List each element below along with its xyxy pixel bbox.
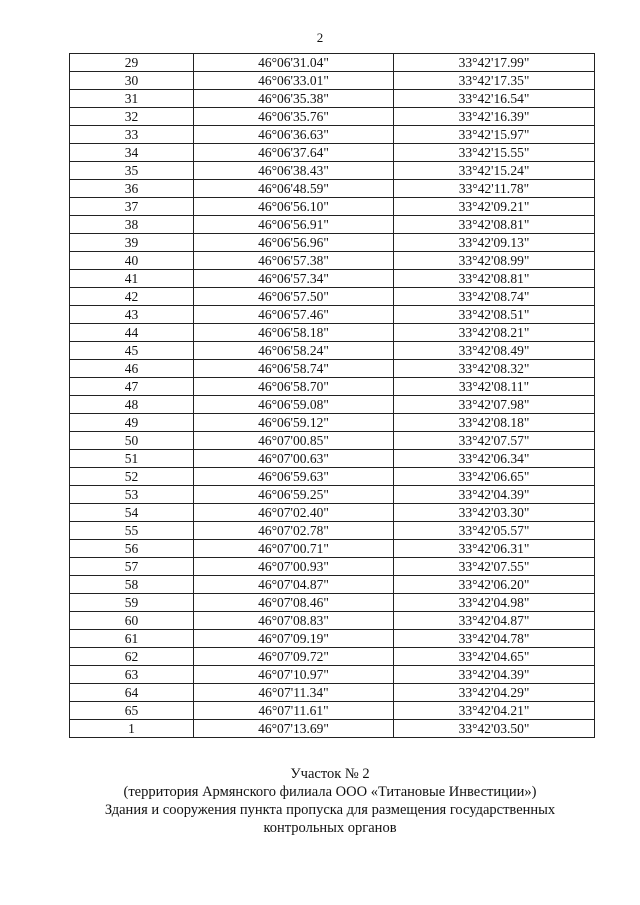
latitude-cell: 46°06'31.04" bbox=[194, 54, 394, 72]
table-row bbox=[70, 432, 595, 450]
table-row bbox=[70, 108, 595, 126]
longitude-cell: 33°42'06.65" bbox=[394, 468, 595, 486]
page-number: 2 bbox=[316, 30, 324, 45]
point-number-cell: 63 bbox=[70, 666, 194, 684]
latitude-cell: 46°06'35.38" bbox=[194, 90, 394, 108]
point-number-cell: 44 bbox=[70, 324, 194, 342]
latitude-cell: 46°06'35.76" bbox=[194, 108, 394, 126]
point-number-cell: 45 bbox=[70, 342, 194, 360]
latitude-cell: 46°07'00.71" bbox=[194, 540, 394, 558]
point-number-cell: 29 bbox=[70, 54, 194, 72]
table-row bbox=[70, 378, 595, 396]
table-row bbox=[70, 360, 595, 378]
longitude-cell: 33°42'04.98" bbox=[394, 594, 595, 612]
longitude-cell: 33°42'17.35" bbox=[394, 72, 595, 90]
latitude-cell: 46°06'38.43" bbox=[194, 162, 394, 180]
table-row bbox=[70, 324, 595, 342]
latitude-cell: 46°06'59.63" bbox=[194, 468, 394, 486]
longitude-cell: 33°42'16.54" bbox=[394, 90, 595, 108]
latitude-cell: 46°06'57.50" bbox=[194, 288, 394, 306]
table-row bbox=[70, 612, 595, 630]
table-row bbox=[70, 54, 595, 72]
table-row bbox=[70, 288, 595, 306]
point-number-cell: 53 bbox=[70, 486, 194, 504]
longitude-cell: 33°42'06.34" bbox=[394, 450, 595, 468]
latitude-cell: 46°06'48.59" bbox=[194, 180, 394, 198]
longitude-cell: 33°42'04.21" bbox=[394, 702, 595, 720]
point-number-cell: 55 bbox=[70, 522, 194, 540]
longitude-cell: 33°42'08.21" bbox=[394, 324, 595, 342]
table-row bbox=[70, 342, 595, 360]
latitude-cell: 46°06'58.74" bbox=[194, 360, 394, 378]
table-row bbox=[70, 72, 595, 90]
latitude-cell: 46°06'36.63" bbox=[194, 126, 394, 144]
point-number-cell: 59 bbox=[70, 594, 194, 612]
latitude-cell: 46°07'04.87" bbox=[194, 576, 394, 594]
caption-territory: (территория Армянского филиала ООО «Титановые Инвестиции») bbox=[123, 784, 537, 800]
latitude-cell: 46°06'56.10" bbox=[194, 198, 394, 216]
longitude-cell: 33°42'15.97" bbox=[394, 126, 595, 144]
point-number-cell: 65 bbox=[70, 702, 194, 720]
table-row bbox=[70, 252, 595, 270]
table-row bbox=[70, 180, 595, 198]
table-row bbox=[70, 198, 595, 216]
longitude-cell: 33°42'16.39" bbox=[394, 108, 595, 126]
section-caption bbox=[40, 765, 620, 837]
point-number-cell: 42 bbox=[70, 288, 194, 306]
latitude-cell: 46°07'02.78" bbox=[194, 522, 394, 540]
latitude-cell: 46°07'00.93" bbox=[194, 558, 394, 576]
table-row bbox=[70, 504, 595, 522]
latitude-cell: 46°07'08.83" bbox=[194, 612, 394, 630]
table-row bbox=[70, 522, 595, 540]
longitude-cell: 33°42'08.99" bbox=[394, 252, 595, 270]
point-number-cell: 46 bbox=[70, 360, 194, 378]
longitude-cell: 33°42'04.87" bbox=[394, 612, 595, 630]
point-number-cell: 49 bbox=[70, 414, 194, 432]
latitude-cell: 46°06'59.25" bbox=[194, 486, 394, 504]
point-number-cell: 62 bbox=[70, 648, 194, 666]
longitude-cell: 33°42'04.39" bbox=[394, 486, 595, 504]
point-number-cell: 34 bbox=[70, 144, 194, 162]
table-row bbox=[70, 306, 595, 324]
latitude-cell: 46°06'57.38" bbox=[194, 252, 394, 270]
longitude-cell: 33°42'03.50" bbox=[394, 720, 595, 738]
point-number-cell: 61 bbox=[70, 630, 194, 648]
table-row bbox=[70, 450, 595, 468]
point-number-cell: 51 bbox=[70, 450, 194, 468]
point-number-cell: 32 bbox=[70, 108, 194, 126]
point-number-cell: 38 bbox=[70, 216, 194, 234]
table-row bbox=[70, 702, 595, 720]
point-number-cell: 30 bbox=[70, 72, 194, 90]
point-number-cell: 1 bbox=[70, 720, 194, 738]
latitude-cell: 46°06'33.01" bbox=[194, 72, 394, 90]
latitude-cell: 46°07'09.72" bbox=[194, 648, 394, 666]
longitude-cell: 33°42'04.65" bbox=[394, 648, 595, 666]
table-row bbox=[70, 558, 595, 576]
longitude-cell: 33°42'06.20" bbox=[394, 576, 595, 594]
table-row bbox=[70, 90, 595, 108]
longitude-cell: 33°42'03.30" bbox=[394, 504, 595, 522]
table-row bbox=[70, 414, 595, 432]
latitude-cell: 46°06'57.34" bbox=[194, 270, 394, 288]
point-number-cell: 60 bbox=[70, 612, 194, 630]
longitude-cell: 33°42'15.24" bbox=[394, 162, 595, 180]
latitude-cell: 46°07'02.40" bbox=[194, 504, 394, 522]
table-row bbox=[70, 486, 595, 504]
table-row bbox=[70, 126, 595, 144]
latitude-cell: 46°06'58.18" bbox=[194, 324, 394, 342]
point-number-cell: 37 bbox=[70, 198, 194, 216]
longitude-cell: 33°42'08.81" bbox=[394, 216, 595, 234]
table-row bbox=[70, 576, 595, 594]
point-number-cell: 57 bbox=[70, 558, 194, 576]
table-row bbox=[70, 648, 595, 666]
longitude-cell: 33°42'15.55" bbox=[394, 144, 595, 162]
point-number-cell: 40 bbox=[70, 252, 194, 270]
latitude-cell: 46°06'57.46" bbox=[194, 306, 394, 324]
point-number-cell: 35 bbox=[70, 162, 194, 180]
latitude-cell: 46°07'08.46" bbox=[194, 594, 394, 612]
caption-description: Здания и сооружения пункта пропуска для размещения государственных bbox=[104, 802, 556, 818]
table-row bbox=[70, 270, 595, 288]
latitude-cell: 46°06'56.91" bbox=[194, 216, 394, 234]
table-row bbox=[70, 594, 595, 612]
latitude-cell: 46°07'11.34" bbox=[194, 684, 394, 702]
table-row bbox=[70, 216, 595, 234]
table-row bbox=[70, 630, 595, 648]
longitude-cell: 33°42'11.78" bbox=[394, 180, 595, 198]
longitude-cell: 33°42'07.55" bbox=[394, 558, 595, 576]
latitude-cell: 46°06'59.12" bbox=[194, 414, 394, 432]
longitude-cell: 33°42'07.98" bbox=[394, 396, 595, 414]
point-number-cell: 64 bbox=[70, 684, 194, 702]
longitude-cell: 33°42'06.31" bbox=[394, 540, 595, 558]
longitude-cell: 33°42'04.39" bbox=[394, 666, 595, 684]
latitude-cell: 46°06'58.24" bbox=[194, 342, 394, 360]
table-row bbox=[70, 396, 595, 414]
latitude-cell: 46°07'00.63" bbox=[194, 450, 394, 468]
longitude-cell: 33°42'08.18" bbox=[394, 414, 595, 432]
point-number-cell: 58 bbox=[70, 576, 194, 594]
latitude-cell: 46°07'11.61" bbox=[194, 702, 394, 720]
latitude-cell: 46°06'58.70" bbox=[194, 378, 394, 396]
longitude-cell: 33°42'08.51" bbox=[394, 306, 595, 324]
point-number-cell: 54 bbox=[70, 504, 194, 522]
longitude-cell: 33°42'08.49" bbox=[394, 342, 595, 360]
point-number-cell: 50 bbox=[70, 432, 194, 450]
table-row bbox=[70, 540, 595, 558]
latitude-cell: 46°07'10.97" bbox=[194, 666, 394, 684]
longitude-cell: 33°42'05.57" bbox=[394, 522, 595, 540]
point-number-cell: 47 bbox=[70, 378, 194, 396]
latitude-cell: 46°06'59.08" bbox=[194, 396, 394, 414]
table-row bbox=[70, 666, 595, 684]
longitude-cell: 33°42'09.13" bbox=[394, 234, 595, 252]
longitude-cell: 33°42'08.32" bbox=[394, 360, 595, 378]
point-number-cell: 39 bbox=[70, 234, 194, 252]
longitude-cell: 33°42'08.11" bbox=[394, 378, 595, 396]
table-row bbox=[70, 720, 595, 738]
point-number-cell: 36 bbox=[70, 180, 194, 198]
point-number-cell: 41 bbox=[70, 270, 194, 288]
latitude-cell: 46°07'13.69" bbox=[194, 720, 394, 738]
point-number-cell: 56 bbox=[70, 540, 194, 558]
caption-title: Участок № 2 bbox=[290, 766, 370, 782]
caption-description-continued: контрольных органов bbox=[263, 820, 397, 836]
longitude-cell: 33°42'04.29" bbox=[394, 684, 595, 702]
table-row bbox=[70, 468, 595, 486]
point-number-cell: 48 bbox=[70, 396, 194, 414]
latitude-cell: 46°06'56.96" bbox=[194, 234, 394, 252]
coordinates-table bbox=[69, 53, 595, 738]
point-number-cell: 33 bbox=[70, 126, 194, 144]
table-row bbox=[70, 162, 595, 180]
table-row bbox=[70, 144, 595, 162]
latitude-cell: 46°07'09.19" bbox=[194, 630, 394, 648]
table-row bbox=[70, 234, 595, 252]
longitude-cell: 33°42'17.99" bbox=[394, 54, 595, 72]
longitude-cell: 33°42'09.21" bbox=[394, 198, 595, 216]
latitude-cell: 46°07'00.85" bbox=[194, 432, 394, 450]
longitude-cell: 33°42'08.74" bbox=[394, 288, 595, 306]
longitude-cell: 33°42'04.78" bbox=[394, 630, 595, 648]
point-number-cell: 52 bbox=[70, 468, 194, 486]
longitude-cell: 33°42'07.57" bbox=[394, 432, 595, 450]
table-row bbox=[70, 684, 595, 702]
point-number-cell: 31 bbox=[70, 90, 194, 108]
longitude-cell: 33°42'08.81" bbox=[394, 270, 595, 288]
latitude-cell: 46°06'37.64" bbox=[194, 144, 394, 162]
point-number-cell: 43 bbox=[70, 306, 194, 324]
coordinates-table-body bbox=[70, 54, 595, 738]
